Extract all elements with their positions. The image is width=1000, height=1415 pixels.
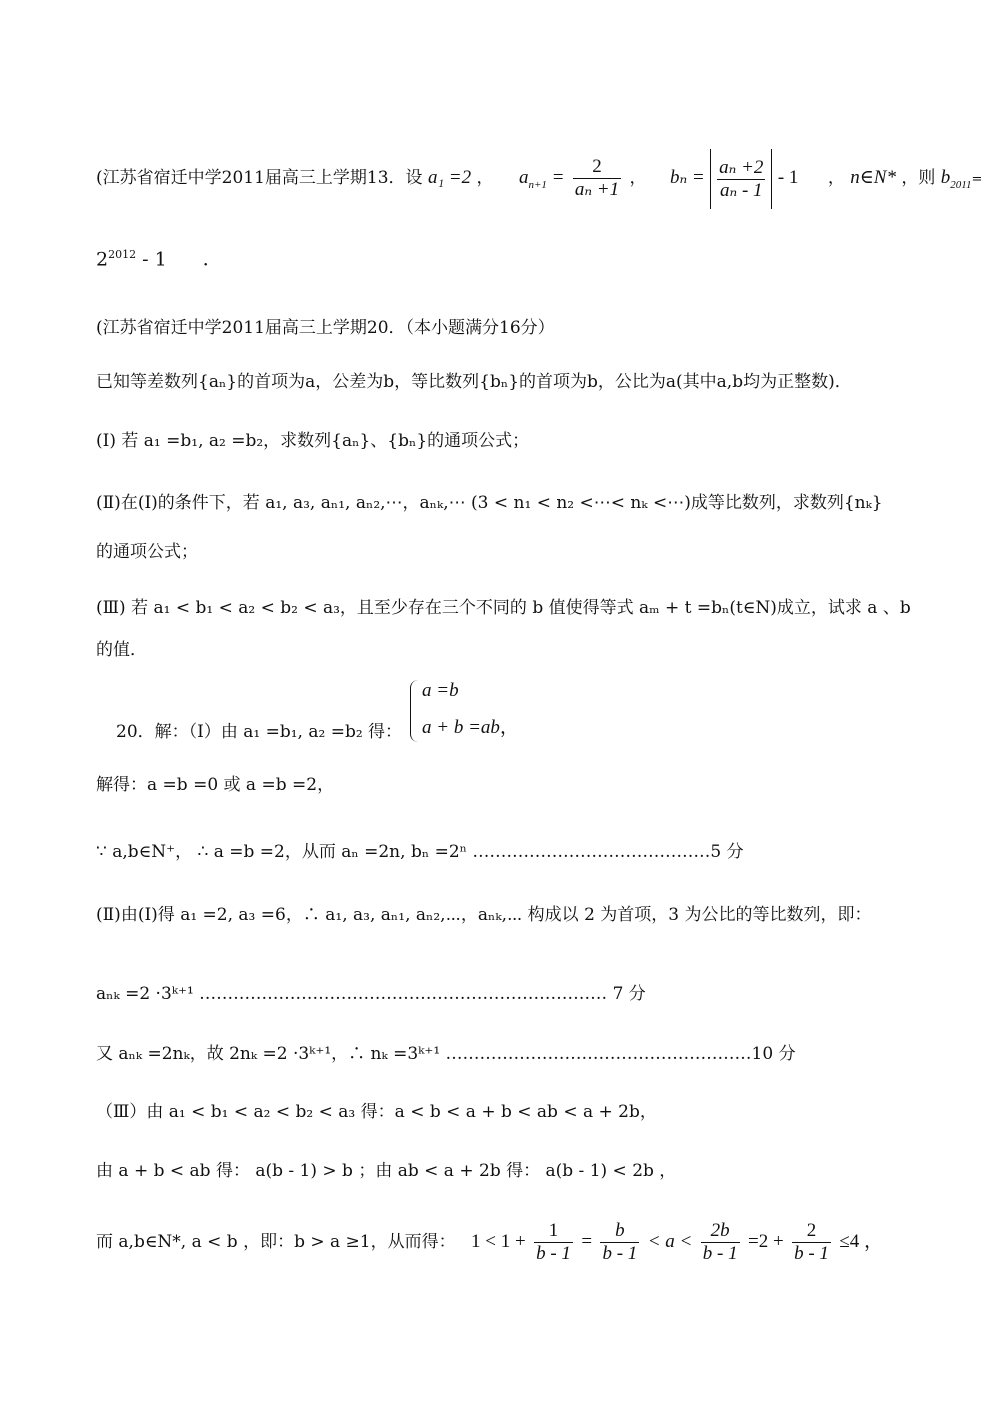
q13-line bbox=[96, 148, 982, 208]
q13-an1-a: a bbox=[518, 167, 529, 188]
q13-n-in: n∈N* bbox=[850, 167, 896, 188]
q13-comma2: ， bbox=[629, 168, 647, 188]
q20-part2b: 的通项公式； bbox=[96, 542, 198, 562]
q13-minus1: - 1 bbox=[777, 167, 799, 188]
q20-part2a: (Ⅱ)在(Ⅰ)的条件下，若 a₁, a₃, aₙ₁, aₙ₂,⋯，aₙₖ,⋯ (3 < n₁ < n₂ <⋯< nₖ <⋯)成等比数列，求数列{nₖ} bbox=[96, 493, 883, 513]
q20-part3b: 的值． bbox=[96, 640, 147, 660]
q13-answer-exp: 2012 bbox=[108, 248, 137, 261]
q13-abs-frac bbox=[717, 157, 765, 202]
sol-s9-tail: ≤4 ， bbox=[839, 1231, 884, 1252]
sol-line3: ∵ a,b∈N⁺， ∴ a =b =2，从而 aₙ =2n, bₙ =2ⁿ ……………………………………5 分 bbox=[96, 842, 744, 862]
sol-line8: 由 a + b < ab 得： a(b - 1) > b ；由 ab < a + 2b 得： a(b - 1) < 2b ， bbox=[96, 1161, 677, 1181]
sol-s9-prefix: 而 a,b∈N*, a < b ，即：b > a ≥1，从而得： bbox=[96, 1232, 456, 1252]
sol-line2: 解得：a =b =0 或 a =b =2， bbox=[96, 775, 335, 795]
q13-frac bbox=[573, 156, 621, 201]
sol-s9-frac2 bbox=[600, 1220, 639, 1265]
sol-s9-frac4-num: 2 bbox=[792, 1220, 831, 1243]
q13-b2011 bbox=[940, 167, 972, 191]
q13-abs-num: aₙ +2 bbox=[719, 156, 764, 178]
q13-answer-tail: - 1 bbox=[136, 248, 167, 271]
q13-source: (江苏省宿迁中学2011届高三上学期13．设 bbox=[96, 168, 423, 188]
sol-s9-eq2: =2 + bbox=[748, 1231, 784, 1252]
q13-a1: a₁ =2 bbox=[427, 167, 472, 188]
q13-answer bbox=[96, 243, 222, 271]
sol-system-eq1: a =b bbox=[422, 680, 459, 701]
sol-line9 bbox=[96, 1212, 883, 1272]
q20-part3a: (Ⅲ) 若 a₁ < b₁ < a₂ < b₂ < a₃，且至少存在三个不同的 b 值使得等式 aₘ + t =bₙ(t∈N)成立，试求 a 、b bbox=[96, 598, 911, 618]
q20-source: (江苏省宿迁中学2011届高三上学期20．（本小题满分16分） bbox=[96, 318, 555, 338]
q13-an1: $a_{n+1}$ = bbox=[518, 167, 565, 191]
q13-period: ． bbox=[202, 248, 222, 271]
sol-s1-prefix: 20．解：（Ⅰ）由 a₁ =b₁, a₂ =b₂ 得： bbox=[116, 722, 403, 742]
q13-b2011-sub: 2011 bbox=[950, 178, 972, 191]
sol-s9-eq: = bbox=[581, 1231, 593, 1252]
sol-s9-frac3-den: b - 1 bbox=[702, 1243, 738, 1264]
q13-comma: ， bbox=[476, 168, 494, 188]
q13-eq: = bbox=[971, 172, 983, 187]
q13-answer-base: 2 bbox=[96, 248, 109, 271]
q13-abs-den: aₙ - 1 bbox=[720, 179, 763, 201]
q13-b2011-b: b bbox=[940, 167, 951, 188]
sol-s9-frac2-num: b bbox=[600, 1220, 639, 1243]
sol-s9-frac1 bbox=[534, 1220, 573, 1265]
sol-s9-frac1-den: b - 1 bbox=[536, 1243, 571, 1264]
sol-s9-frac2-den: b - 1 bbox=[602, 1243, 638, 1264]
sol-s9-frac3 bbox=[701, 1220, 740, 1265]
sol-system-tail: ， bbox=[499, 717, 519, 738]
sol-line4: (Ⅱ)由(Ⅰ)得 a₁ =2, a₃ =6，∴ a₁, a₃, aₙ₁, aₙ₂,⋯，aₙₖ,⋯ 构成以 2 为首项，3 为公比的等比数列，即： bbox=[96, 905, 872, 925]
sol-line5: aₙₖ =2 ·3ᵏ⁺¹ ……………………………………………………………… 7 分 bbox=[96, 984, 646, 1004]
q20-stem: 已知等差数列{aₙ}的首项为a，公差为b，等比数列{bₙ}的首项为b，公比为a(其中a,b均为正整数)． bbox=[96, 372, 852, 392]
q13-abs bbox=[710, 149, 772, 209]
sol-line1 bbox=[116, 720, 402, 744]
sol-line6: 又 aₙₖ =2nₖ，故 2nₖ =2 ·3ᵏ⁺¹，∴ nₖ =3ᵏ⁺¹ ………………………………………………10 分 bbox=[96, 1044, 796, 1064]
q20-part1: (Ⅰ) 若 a₁ =b₁, a₂ =b₂，求数列{aₙ}、{bₙ}的通项公式； bbox=[96, 431, 530, 451]
sol-system-eq2-text: a + b =ab bbox=[422, 717, 500, 738]
sol-s9-frac1-num: 1 bbox=[534, 1220, 573, 1243]
sol-s9-frac4-den: b - 1 bbox=[794, 1243, 829, 1264]
sol-s9-frac3-num: 2b bbox=[701, 1220, 740, 1243]
sol-s9-f1: 1 < 1 + bbox=[471, 1231, 526, 1252]
sol-s9-frac4 bbox=[792, 1220, 831, 1265]
q13-frac-num: 2 bbox=[573, 156, 621, 179]
sol-s9-mid: < a < bbox=[647, 1231, 693, 1252]
q13-frac-den: aₙ +1 bbox=[574, 179, 620, 200]
q13-then: ，则 bbox=[901, 168, 936, 188]
q13-comma3: ， bbox=[827, 168, 845, 188]
sol-system-eq2 bbox=[422, 712, 519, 739]
q13-bn: bₙ = bbox=[669, 167, 705, 188]
sol-line7: （Ⅲ）由 a₁ < b₁ < a₂ < b₂ < a₃ 得：a < b < a + b < ab < a + 2b， bbox=[96, 1102, 657, 1122]
sol-brace bbox=[410, 680, 418, 742]
